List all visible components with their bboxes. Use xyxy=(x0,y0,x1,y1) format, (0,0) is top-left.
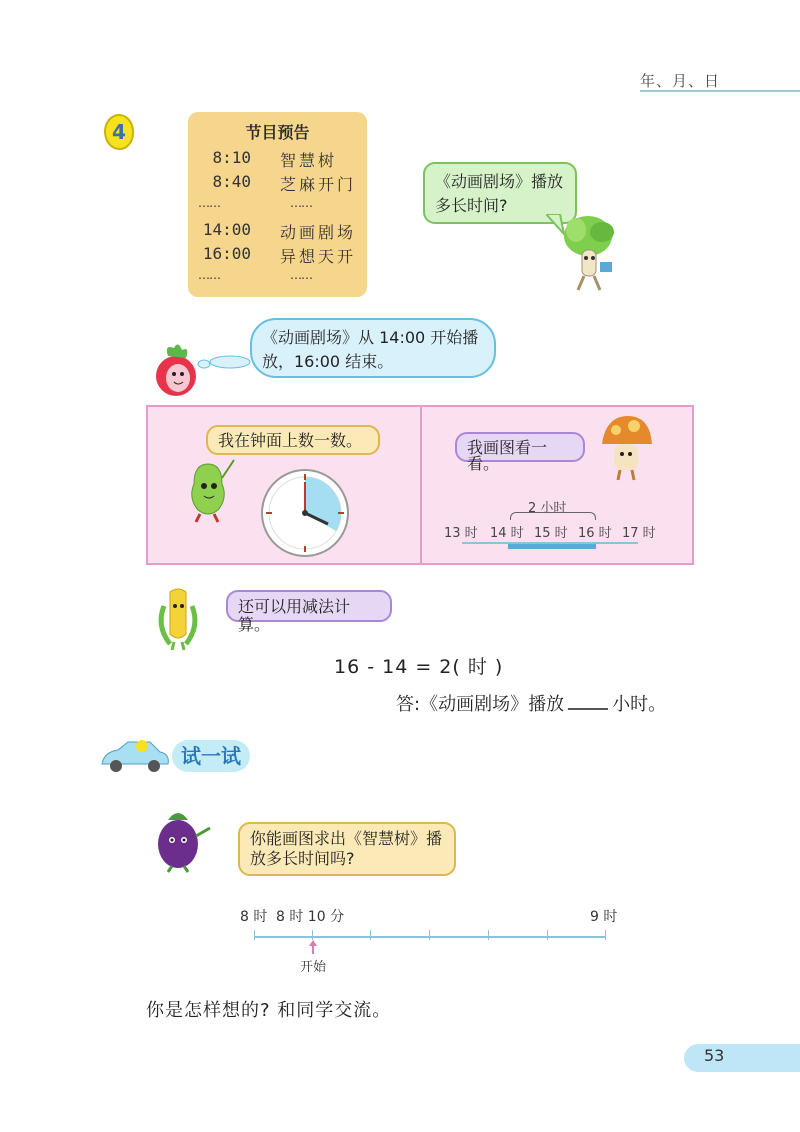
schedule-time: 8:10 xyxy=(212,148,251,167)
schedule-program: 异想天开 xyxy=(280,247,357,266)
schedule-time: 16:00 xyxy=(202,244,251,263)
header-date-label: 年、月、日 xyxy=(640,72,721,90)
schedule-row xyxy=(188,244,367,268)
timeline-tick xyxy=(429,930,430,940)
schedule-program: 芝麻开门 xyxy=(280,175,357,194)
schedule-program: 智慧树 xyxy=(280,151,338,170)
eggplant-character-icon xyxy=(148,800,214,874)
timeline-label: 8 时 10 分 xyxy=(276,909,345,925)
timeline-tick xyxy=(488,930,489,940)
answer-suffix: 小时。 xyxy=(612,694,667,715)
timeline-label: 14 时 xyxy=(490,526,524,541)
timeline-highlight xyxy=(508,544,596,549)
schedule-program: 动画剧场 xyxy=(280,223,357,242)
car-icon xyxy=(98,738,172,774)
timeline-label: 9 时 xyxy=(590,909,618,925)
timeline-tick xyxy=(312,930,313,940)
schedule-ellipsis: …… xyxy=(290,268,312,282)
clock-face-icon xyxy=(260,468,350,558)
subtraction-equation: 16 - 14 = 2( 时 ) xyxy=(334,656,504,678)
program-schedule-card xyxy=(188,112,367,297)
schedule-row xyxy=(188,172,367,196)
timeline-tick xyxy=(547,930,548,940)
problem-number-badge: 4 xyxy=(104,114,134,150)
fact-bubble: 《动画剧场》从 14:00 开始播放，16:00 结束。 xyxy=(250,318,496,378)
try-it-title: 试一试 xyxy=(172,740,250,772)
schedule-row xyxy=(188,148,367,172)
answer-prefix: 答:《动画剧场》播放 xyxy=(396,694,565,715)
draw-hint-bubble: 我画图看一看。 xyxy=(455,432,585,462)
thought-tail-icon xyxy=(196,352,254,372)
corn-character-icon xyxy=(150,586,206,652)
schedule-row xyxy=(188,196,367,220)
plant-character-icon xyxy=(556,212,622,294)
timeline-start-label: 开始 xyxy=(300,960,327,975)
schedule-row xyxy=(188,220,367,244)
header-rule xyxy=(640,90,800,92)
schedule-ellipsis: …… xyxy=(198,268,220,282)
answer-sentence xyxy=(396,690,666,716)
answer-blank[interactable] xyxy=(568,708,608,710)
timeline-axis xyxy=(254,936,606,938)
timeline-tick xyxy=(605,930,606,940)
timeline-label: 8 时 xyxy=(240,909,268,925)
question-bubble: 《动画剧场》播放多长时间? xyxy=(423,162,577,224)
closing-question: 你是怎样想的? 和同学交流。 xyxy=(146,1000,392,1021)
page-number: 53 xyxy=(704,1046,725,1065)
schedule-time: 8:40 xyxy=(212,172,251,191)
schedule-title: 节目预告 xyxy=(245,123,310,142)
clock-hint-bubble: 我在钟面上数一数。 xyxy=(206,425,380,455)
subtract-hint-bubble: 还可以用减法计算。 xyxy=(226,590,392,622)
radish-character-icon xyxy=(150,342,202,398)
timeline-label: 17 时 xyxy=(622,526,656,541)
panel-divider xyxy=(420,405,422,565)
timeline-tick xyxy=(370,930,371,940)
timeline-tick xyxy=(254,930,255,940)
try-question-bubble: 你能画图求出《智慧树》播放多长时间吗? xyxy=(238,822,456,876)
timeline-label: 15 时 xyxy=(534,526,568,541)
timeline-label: 13 时 xyxy=(444,526,478,541)
schedule-time: 14:00 xyxy=(202,220,251,239)
page-number-tab xyxy=(684,1044,800,1072)
schedule-ellipsis: …… xyxy=(290,196,312,210)
pear-character-icon xyxy=(178,454,238,524)
schedule-ellipsis: …… xyxy=(198,196,220,210)
mushroom-character-icon xyxy=(598,414,654,484)
schedule-row xyxy=(188,268,367,292)
timeline-span-label: 2 小时 xyxy=(528,501,567,516)
start-arrow-icon xyxy=(309,940,317,954)
timeline-label: 16 时 xyxy=(578,526,612,541)
timeline-brace xyxy=(510,512,596,520)
